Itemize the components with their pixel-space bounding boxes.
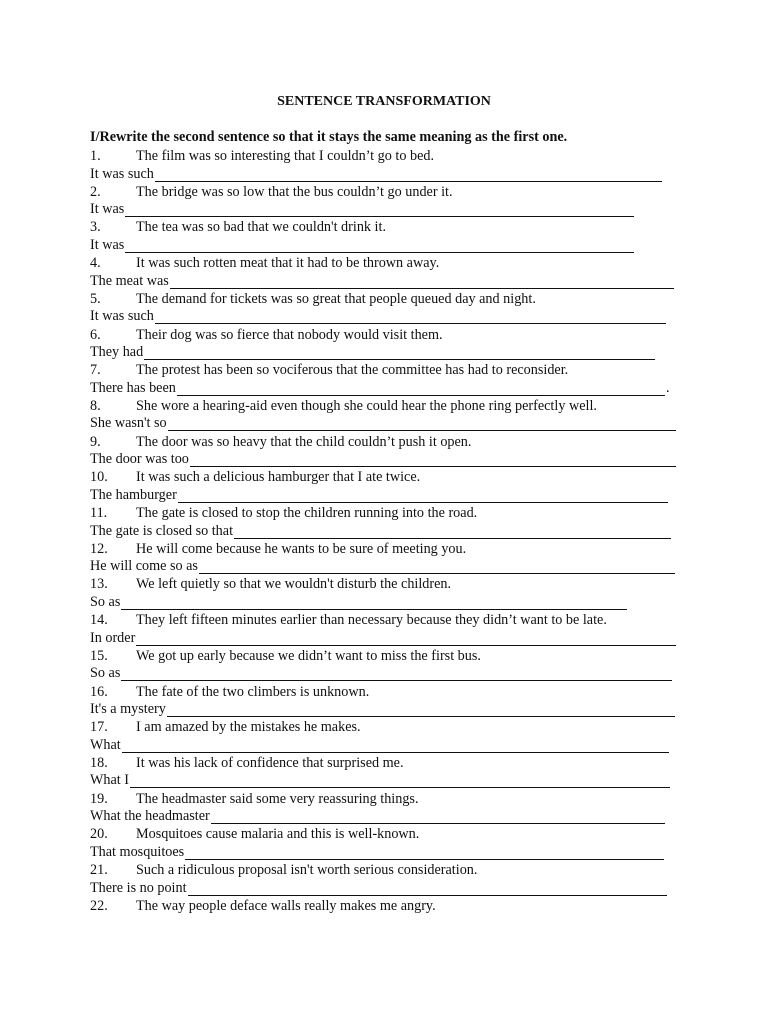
answer-prompt: So as xyxy=(90,593,121,610)
source-sentence: The tea was so bad that we couldn't drink it. xyxy=(136,219,386,236)
item-number: 4. xyxy=(90,255,101,272)
answer-prompt: It was xyxy=(90,201,125,218)
source-sentence: He will come because he wants to be sure of meeting you. xyxy=(136,540,467,557)
answer-blank[interactable] xyxy=(121,666,672,681)
source-sentence: The film was so interesting that I couldn’t go to bed. xyxy=(136,148,435,164)
item-number: 5. xyxy=(90,290,101,307)
item-number: 22. xyxy=(90,897,108,914)
item-number: 8. xyxy=(90,397,101,414)
answer-blank[interactable] xyxy=(170,274,674,289)
answer-prompt: The door was too xyxy=(90,451,189,468)
answer-prompt: What the headmaster xyxy=(90,808,210,825)
answer-blank[interactable] xyxy=(185,845,664,860)
answer-prompt: In order xyxy=(90,629,136,646)
exercise-item xyxy=(90,505,477,521)
exercise-item xyxy=(90,219,386,235)
answer-prompt: What xyxy=(90,736,121,753)
exercise-item xyxy=(90,684,369,700)
item-number: 13. xyxy=(90,576,108,593)
exercise-item xyxy=(90,291,536,307)
source-sentence: The fate of the two climbers is unknown. xyxy=(136,683,370,700)
answer-prompt: The meat was xyxy=(90,272,169,289)
answer-blank[interactable] xyxy=(211,809,665,824)
source-sentence: We got up early because we didn’t want to miss the first bus. xyxy=(136,647,481,664)
item-number: 20. xyxy=(90,826,108,843)
source-sentence: The bridge was so low that the bus couldn’t go under it. xyxy=(136,183,453,200)
exercise-item xyxy=(90,434,471,450)
instruction-heading: I/Rewrite the second sentence so that it stays the same meaning as the first one. xyxy=(90,129,568,145)
item-number: 3. xyxy=(90,219,101,236)
exercise-item xyxy=(90,755,404,771)
item-number: 21. xyxy=(90,862,108,878)
source-sentence: The gate is closed to stop the children running into the road. xyxy=(136,505,478,521)
source-sentence: The headmaster said some very reassuring things. xyxy=(136,790,419,807)
exercise-item xyxy=(90,862,477,878)
source-sentence: The door was so heavy that the child couldn’t push it open. xyxy=(136,433,472,450)
answer-prompt: That mosquitoes xyxy=(90,843,185,860)
answer-blank[interactable] xyxy=(178,488,668,503)
source-sentence: Such a ridiculous proposal isn't worth serious consideration. xyxy=(136,862,478,878)
answer-blank[interactable] xyxy=(168,416,676,431)
exercise-item xyxy=(90,148,434,164)
answer-prompt: The hamburger xyxy=(90,486,177,503)
item-number: 16. xyxy=(90,683,108,700)
exercise-item xyxy=(90,362,568,378)
answer-prompt: It was xyxy=(90,236,125,253)
exercise-item xyxy=(90,612,607,628)
item-number: 9. xyxy=(90,433,101,450)
exercise-item xyxy=(90,826,419,842)
exercise-item xyxy=(90,541,466,557)
item-number: 7. xyxy=(90,362,101,379)
answer-blank[interactable] xyxy=(121,595,627,610)
answer-prompt: He will come so as xyxy=(90,558,198,575)
source-sentence: I am amazed by the mistakes he makes. xyxy=(136,719,361,736)
answer-prompt: The gate is closed so that xyxy=(90,522,234,539)
exercise-item xyxy=(90,898,436,914)
source-sentence: It was his lack of confidence that surprised me. xyxy=(136,754,404,771)
answer-blank[interactable] xyxy=(136,631,676,646)
item-number: 17. xyxy=(90,719,108,736)
exercise-item xyxy=(90,469,420,485)
answer-blank[interactable] xyxy=(122,738,669,753)
answer-blank[interactable] xyxy=(125,238,634,253)
answer-blank[interactable] xyxy=(130,773,670,788)
item-number: 1. xyxy=(90,148,101,164)
source-sentence: The way people deface walls really makes me angry. xyxy=(136,897,436,914)
source-sentence: Mosquitoes cause malaria and this is well-known. xyxy=(136,826,420,843)
exercise-item xyxy=(90,255,439,271)
answer-prompt: What I xyxy=(90,772,129,789)
answer-prompt: It's a mystery xyxy=(90,701,166,717)
answer-prompt: There is no point xyxy=(90,879,187,896)
item-number: 14. xyxy=(90,612,108,629)
answer-prompt: It was such xyxy=(90,165,154,182)
answer-prompt: It was such xyxy=(90,308,154,325)
answer-blank[interactable] xyxy=(125,202,634,217)
answer-prompt: They had xyxy=(90,344,144,360)
answer-blank[interactable] xyxy=(190,452,676,467)
answer-blank[interactable] xyxy=(199,559,675,574)
source-sentence: The protest has been so vociferous that the committee has had to reconsider. xyxy=(136,362,569,379)
source-sentence: They left fifteen minutes earlier than necessary because they didn’t want to be late. xyxy=(136,612,607,629)
source-sentence: We left quietly so that we wouldn't disturb the children. xyxy=(136,576,452,593)
worksheet-title: SENTENCE TRANSFORMATION xyxy=(277,94,491,109)
source-sentence: It was such rotten meat that it had to be thrown away. xyxy=(136,255,440,272)
item-number: 15. xyxy=(90,647,108,664)
exercise-item xyxy=(90,327,443,343)
source-sentence: The demand for tickets was so great that people queued day and night. xyxy=(136,290,536,307)
answer-blank[interactable] xyxy=(234,524,671,539)
answer-blank[interactable] xyxy=(177,381,665,396)
source-sentence: Their dog was so fierce that nobody would visit them. xyxy=(136,326,443,343)
answer-blank[interactable] xyxy=(188,881,667,896)
exercise-item xyxy=(90,184,453,200)
exercise-item xyxy=(90,576,451,592)
answer-blank[interactable] xyxy=(144,345,655,360)
answer-prompt: So as xyxy=(90,665,121,682)
exercise-item xyxy=(90,719,361,735)
item-number: 10. xyxy=(90,469,108,486)
answer-prompt: She wasn't so xyxy=(90,415,167,432)
exercise-item xyxy=(90,648,481,664)
exercise-item xyxy=(90,791,419,807)
item-number: 11. xyxy=(90,505,108,521)
answer-blank[interactable] xyxy=(155,167,662,182)
source-sentence: It was such a delicious hamburger that I ate twice. xyxy=(136,469,421,486)
source-sentence: She wore a hearing-aid even though she could hear the phone ring perfectly well. xyxy=(136,397,597,414)
answer-blank[interactable] xyxy=(155,309,666,324)
answer-prompt: There has been xyxy=(90,379,176,396)
exercise-item xyxy=(90,398,597,414)
item-number: 12. xyxy=(90,540,108,557)
item-number: 19. xyxy=(90,790,108,807)
item-number: 18. xyxy=(90,754,108,771)
item-number: 6. xyxy=(90,326,101,343)
answer-suffix: . xyxy=(666,379,670,396)
item-number: 2. xyxy=(90,183,101,200)
answer-blank[interactable] xyxy=(167,702,675,717)
